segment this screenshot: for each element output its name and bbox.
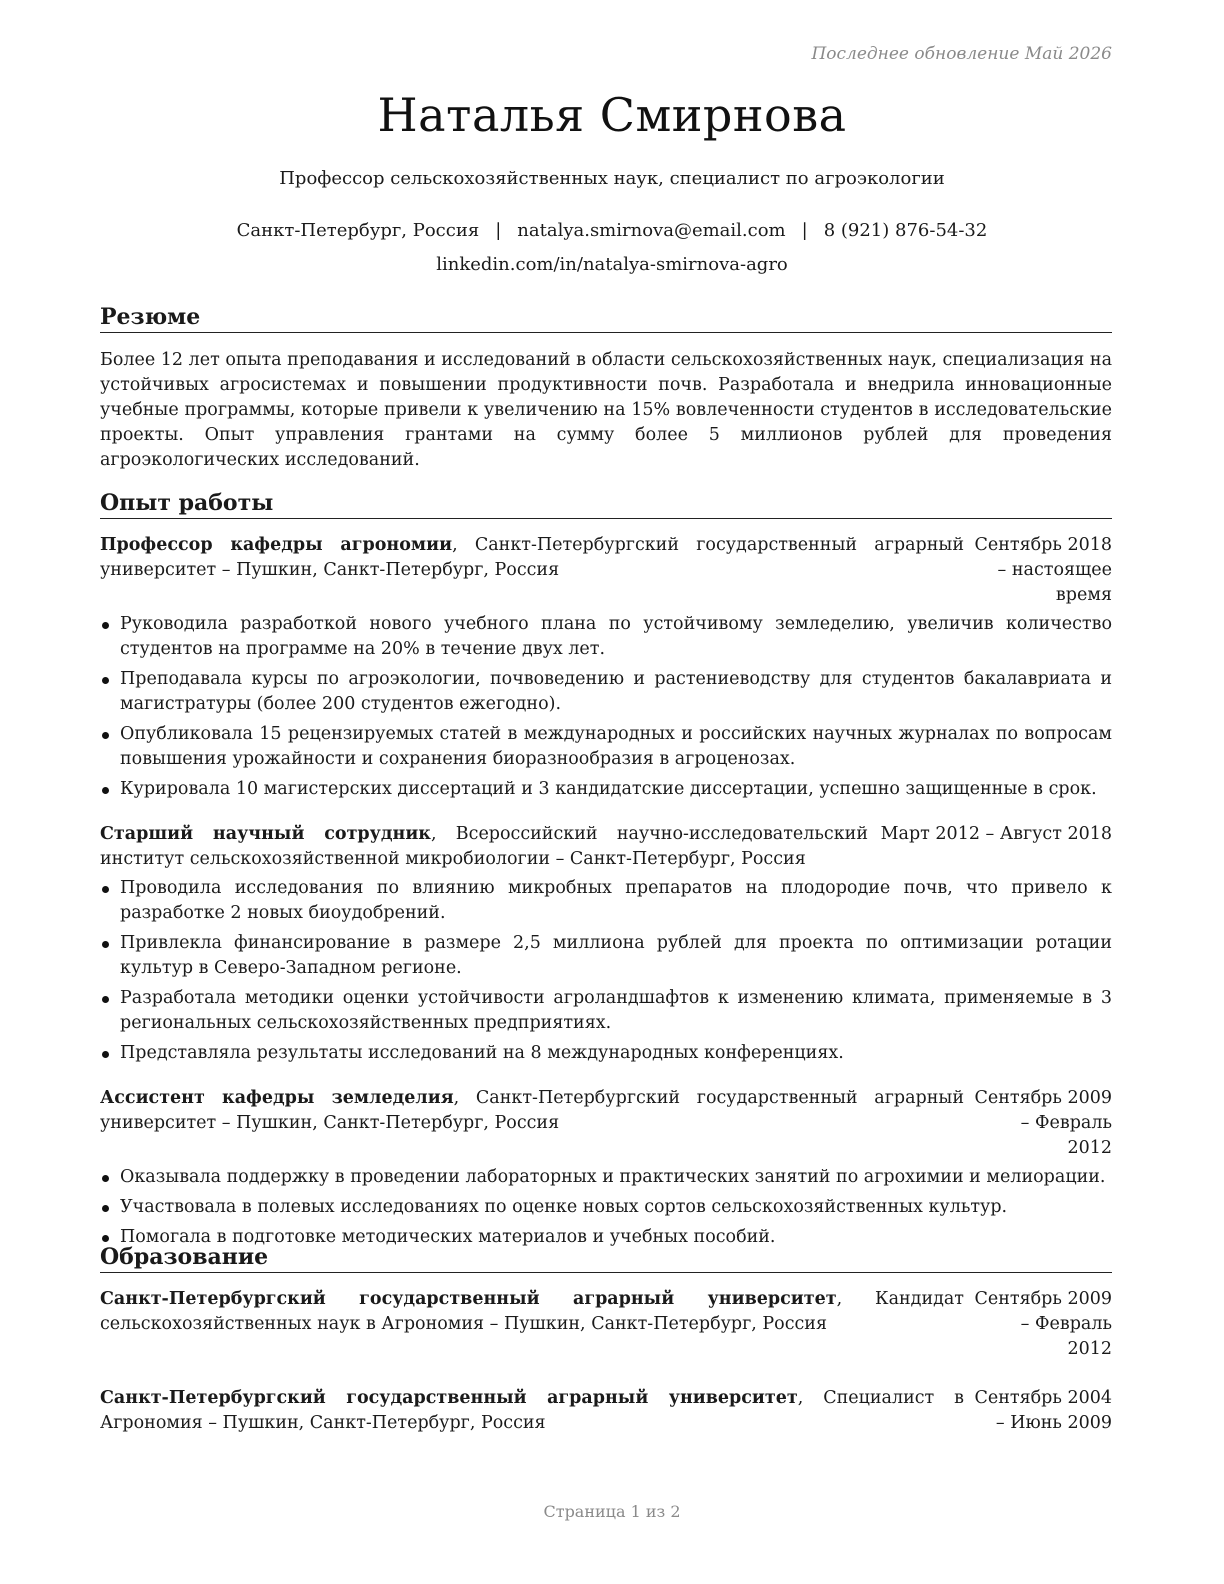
bullet-icon [102,996,109,1003]
linkedin-link[interactable]: linkedin.com/in/natalya-smirnova-agro [436,254,788,275]
section-title-experience: Опыт работы [100,490,1112,519]
education-entry [100,1287,1112,1362]
job-entry [100,1086,1112,1250]
list-item: Привлекла финансирование в размере 2,5 миллиона рублей для проекта по оптимизации ротации культур в Северо-Западном регионе. [100,931,1112,981]
list-item: Участвовала в полевых исследованиях по оценке новых сортов сельскохозяйственных культур. [100,1195,1112,1220]
bullet-icon [102,1051,109,1058]
list-item: Руководила разработкой нового учебного плана по устойчивому земледелию, увеличив количество студентов на программе на 20% в течение двух лет. [100,612,1112,662]
job-organization: , Всероссийский научно-исследовательский институт сельскохозяйственной микробиологии – Санкт-Петербург, Россия [100,824,868,869]
list-item: Разработала методики оценки устойчивости агроландшафтов к изменению климата, применяемые в 3 региональных сельскохозяйственных предприятиях. [100,986,1112,1036]
job-bullets [100,612,1112,802]
job-role: Ассистент кафедры земледелия [100,1088,454,1108]
bullet-icon [102,1235,109,1242]
education-dates: Сентябрь 2009 – Февраль 2012 [974,1289,1112,1359]
job-organization: , Санкт-Петербургский государственный аграрный университет – Пушкин, Санкт-Петербург, Россия [100,535,964,580]
summary-section [100,304,1112,473]
education-school: Санкт-Петербургский государственный аграрный университет [100,1388,798,1408]
bullet-icon [102,886,109,893]
job-entry [100,533,1112,802]
bullet-icon [102,787,109,794]
job-bullets [100,876,1112,1066]
list-item: Помогала в подготовке методических материалов и учебных пособий. [100,1225,1112,1250]
separator: | [495,220,502,241]
page-number: Страница 1 из 2 [543,1502,681,1521]
candidate-name: Наталья Смирнова [377,88,847,142]
job-role: Старший научный сотрудник [100,824,431,844]
section-title-summary: Резюме [100,304,1112,333]
list-item: Проводила исследования по влиянию микробных препаратов на плодородие почв, что привело к разработке 2 новых биоудобрений. [100,876,1112,926]
list-item: Оказывала поддержку в проведении лабораторных и практических занятий по агрохимии и мелиорации. [100,1165,1112,1190]
education-section [100,1244,1112,1436]
job-entry [100,822,1112,1066]
phone-text: 8 (921) 876-54-32 [823,220,988,241]
bullet-icon [102,941,109,948]
candidate-title: Профессор сельскохозяйственных наук, специалист по агроэкологии [279,168,945,189]
education-degree: , Специалист в Агрономия – Пушкин, Санкт-Петербург, Россия [100,1388,964,1433]
bullet-icon [102,622,109,629]
list-item: Курировала 10 магистерских диссертаций и 3 кандидатские диссертации, успешно защищенные в срок. [100,777,1112,802]
bullet-icon [102,1175,109,1182]
list-item: Опубликовала 15 рецензируемых статей в международных и российских научных журналах по вопросам повышения урожайности и сохранения биоразнообразия в агроценозах. [100,722,1112,772]
bullet-icon [102,732,109,739]
education-degree: , Кандидат сельскохозяйственных наук в Агрономия – Пушкин, Санкт-Петербург, Россия [100,1289,964,1334]
contact-line [0,220,1224,241]
list-item: Представляла результаты исследований на 8 международных конференциях. [100,1041,1112,1066]
education-school: Санкт-Петербургский государственный аграрный университет [100,1289,837,1309]
bullet-icon [102,1205,109,1212]
job-bullets [100,1165,1112,1250]
list-item: Преподавала курсы по агроэкологии, почвоведению и растениеводству для студентов бакалавриата и магистратуры (более 200 студентов ежегодно). [100,667,1112,717]
separator: | [801,220,808,241]
job-dates: Сентябрь 2009 – Февраль 2012 [974,1088,1112,1158]
job-role: Профессор кафедры агрономии [100,535,453,555]
experience-section [100,490,1112,1255]
section-title-education: Образование [100,1244,1112,1273]
last-updated-note: Последнее обновление Май 2026 [811,44,1112,64]
location-text: Санкт-Петербург, Россия [236,220,480,241]
email-link[interactable]: natalya.smirnova@email.com [517,220,786,241]
bullet-icon [102,677,109,684]
education-entry [100,1386,1112,1436]
job-dates: Март 2012 – Август 2018 [880,824,1112,844]
education-dates: Сентябрь 2004 – Июнь 2009 [974,1388,1112,1433]
summary-text: Более 12 лет опыта преподавания и исследований в области сельскохозяйственных наук, специализация на устойчивых агросистемах и повышении продуктивности почв. Разработала и внедрила инновационные учебные программы, которые привели к увеличению на 15% вовлеченности студентов в исследовательские проекты. Опыт управления грантами на сумму более 5 миллионов рублей для проведения агроэкологических исследований. [100,350,1112,470]
job-dates: Сентябрь 2018 – настоящее время [974,535,1112,605]
job-organization: , Санкт-Петербургский государственный аграрный университет – Пушкин, Санкт-Петербург, Россия [100,1088,964,1133]
